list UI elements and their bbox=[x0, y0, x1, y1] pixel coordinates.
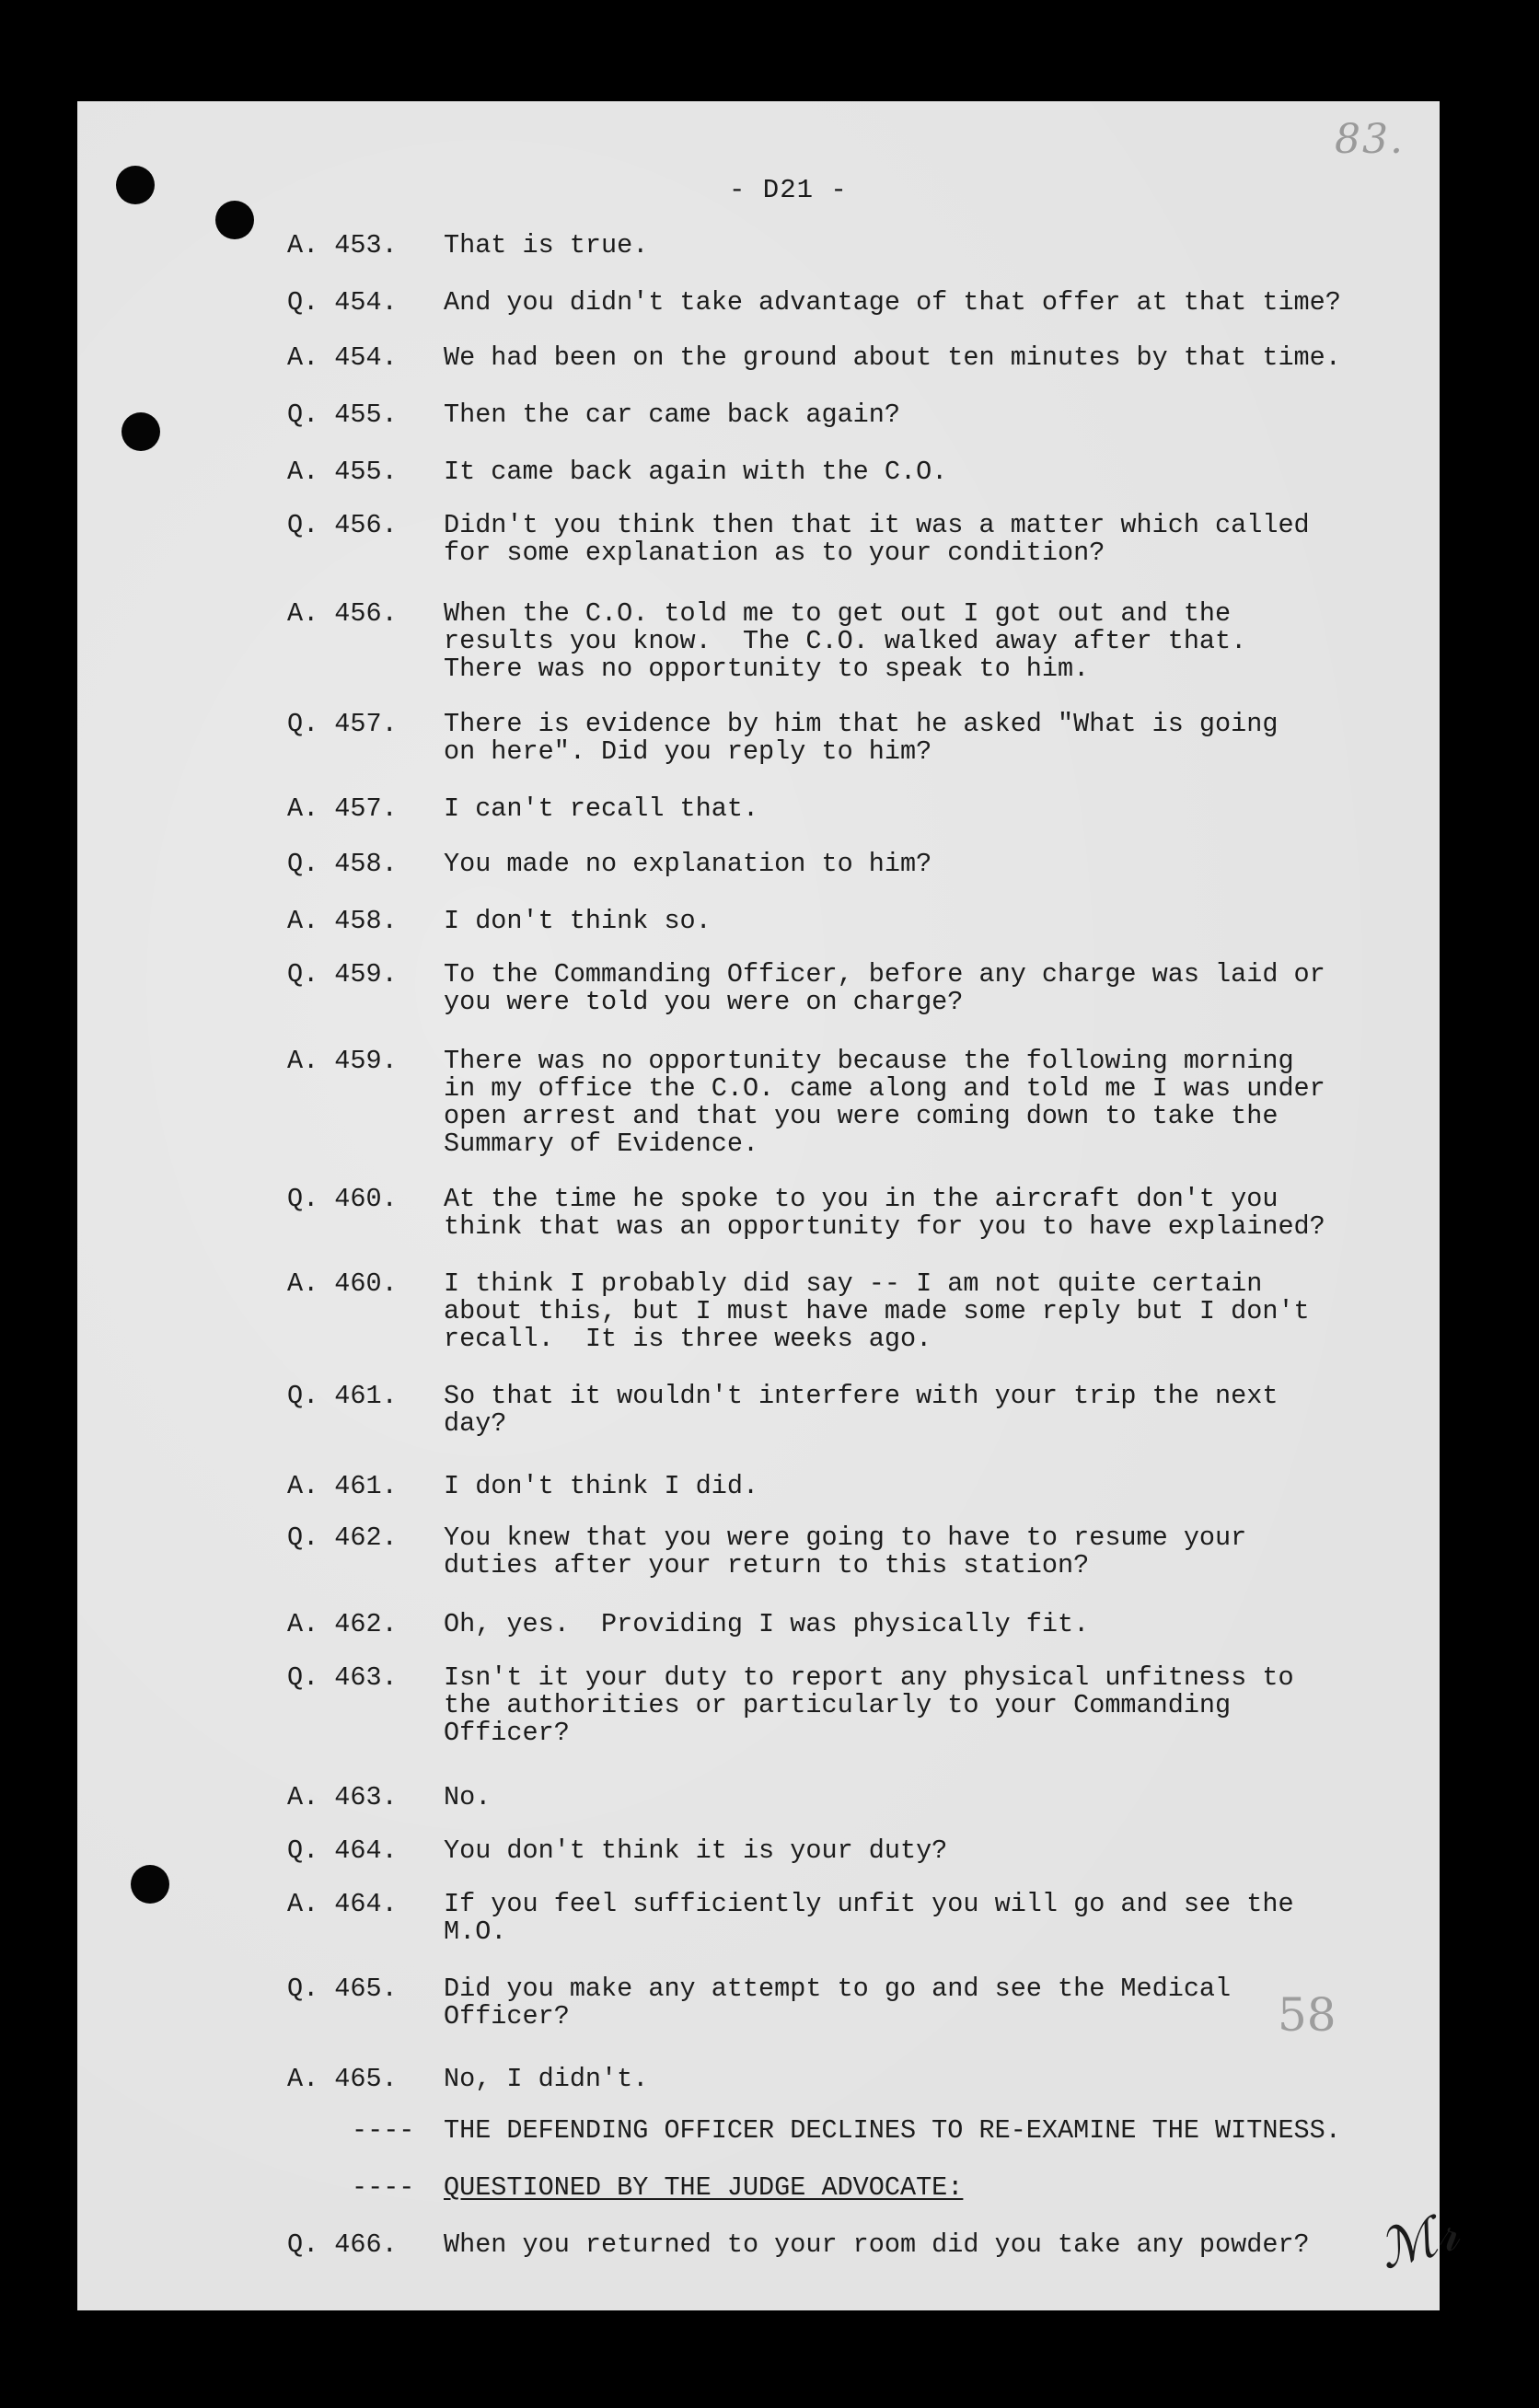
entry-line: results you know. The C.O. walked away after that. bbox=[444, 626, 1247, 656]
entry-line: Isn't it your duty to report any physical unfitness to bbox=[444, 1662, 1294, 1693]
entry-label: Q. 464. bbox=[287, 1835, 398, 1866]
entry-line: M.O. bbox=[444, 1916, 507, 1947]
entry-label: Q. 456. bbox=[287, 510, 398, 540]
entry-line: There is evidence by him that he asked "What is going bbox=[444, 709, 1279, 739]
stamp-number: 58 bbox=[1278, 1988, 1336, 2042]
entry-line: There was no opportunity to speak to him. bbox=[444, 654, 1090, 684]
entry-label: Q. 461. bbox=[287, 1381, 398, 1411]
entry-line: Didn't you think then that it was a matter which called bbox=[444, 510, 1310, 540]
entry-label: Q. 455. bbox=[287, 399, 398, 430]
entry-line: day? bbox=[444, 1408, 507, 1439]
entry-line: I think I probably did say -- I am not quite certain bbox=[444, 1268, 1263, 1299]
entry-line: So that it wouldn't interfere with your trip the next bbox=[444, 1381, 1279, 1411]
entry-label: A. 456. bbox=[287, 598, 398, 629]
entry-line: No, I didn't. bbox=[444, 2064, 649, 2094]
entry-line: At the time he spoke to you in the aircraft don't you bbox=[444, 1184, 1279, 1214]
entry-line: THE DEFENDING OFFICER DECLINES TO RE-EXAMINE THE WITNESS. bbox=[444, 2115, 1341, 2146]
punch-hole bbox=[116, 166, 155, 204]
entry-label: A. 460. bbox=[287, 1268, 398, 1299]
entry-line: I can't recall that. bbox=[444, 793, 759, 824]
entry-line: Then the car came back again? bbox=[444, 399, 900, 430]
entry-label: Q. 457. bbox=[287, 709, 398, 739]
entry-label: Q. 463. bbox=[287, 1662, 398, 1693]
entry-label: Q. 459. bbox=[287, 959, 398, 990]
entry-label: A. 454. bbox=[287, 342, 398, 373]
entry-line: No. bbox=[444, 1782, 492, 1812]
entry-line: Officer? bbox=[444, 1718, 570, 1748]
entry-line: There was no opportunity because the following morning bbox=[444, 1046, 1294, 1076]
entry-line: Officer? bbox=[444, 2001, 570, 2032]
punch-hole bbox=[131, 1865, 169, 1904]
entry-label: Q. 454. bbox=[287, 287, 398, 318]
entry-line: If you feel sufficiently unfit you will go and see the bbox=[444, 1889, 1294, 1919]
entry-line: in my office the C.O. came along and told me I was under bbox=[444, 1073, 1325, 1104]
entry-line: You knew that you were going to have to resume your bbox=[444, 1522, 1247, 1553]
page-header: - D21 - bbox=[729, 175, 848, 205]
entry-label: A. 455. bbox=[287, 457, 398, 487]
entry-label: A. 459. bbox=[287, 1046, 398, 1076]
entry-label: A. 465. bbox=[287, 2064, 398, 2094]
entry-line: recall. It is three weeks ago. bbox=[444, 1324, 932, 1354]
entry-line: That is true. bbox=[444, 230, 649, 260]
entry-line: the authorities or particularly to your Commanding bbox=[444, 1690, 1232, 1720]
entry-line: And you didn't take advantage of that offer at that time? bbox=[444, 287, 1341, 318]
entry-line: duties after your return to this station? bbox=[444, 1550, 1090, 1580]
entry-line: I don't think so. bbox=[444, 906, 712, 936]
handwritten-initials: ℳ𝓇 bbox=[1371, 2199, 1465, 2282]
entry-line: To the Commanding Officer, before any charge was laid or bbox=[444, 959, 1325, 990]
entry-line: you were told you were on charge? bbox=[444, 987, 964, 1017]
entry-line: open arrest and that you were coming down to take the bbox=[444, 1101, 1279, 1131]
entry-label: A. 457. bbox=[287, 793, 398, 824]
entry-label: ---- bbox=[352, 2115, 415, 2146]
entry-line: You made no explanation to him? bbox=[444, 849, 932, 879]
entry-label: A. 462. bbox=[287, 1609, 398, 1639]
entry-label: A. 458. bbox=[287, 906, 398, 936]
entry-line: I don't think I did. bbox=[444, 1471, 759, 1501]
punch-hole bbox=[122, 412, 160, 451]
page-number: 83. bbox=[1335, 116, 1405, 163]
entry-label: A. 461. bbox=[287, 1471, 398, 1501]
entry-line: Oh, yes. Providing I was physically fit. bbox=[444, 1609, 1090, 1639]
punch-hole bbox=[215, 201, 254, 239]
entry-label: Q. 462. bbox=[287, 1522, 398, 1553]
entry-line: Summary of Evidence. bbox=[444, 1129, 759, 1159]
entry-line: It came back again with the C.O. bbox=[444, 457, 948, 487]
entry-line: on here". Did you reply to him? bbox=[444, 736, 932, 767]
entry-line: When you returned to your room did you take any powder? bbox=[444, 2229, 1310, 2260]
entry-line: When the C.O. told me to get out I got out and the bbox=[444, 598, 1232, 629]
section-heading: QUESTIONED BY THE JUDGE ADVOCATE: bbox=[444, 2172, 964, 2203]
entry-label: A. 463. bbox=[287, 1782, 398, 1812]
entry-line: about this, but I must have made some reply but I don't bbox=[444, 1296, 1310, 1326]
entry-label: Q. 458. bbox=[287, 849, 398, 879]
entry-label: ---- bbox=[352, 2172, 415, 2203]
entry-label: A. 453. bbox=[287, 230, 398, 260]
entry-label: Q. 460. bbox=[287, 1184, 398, 1214]
entry-line: for some explanation as to your condition? bbox=[444, 538, 1105, 568]
entry-line: think that was an opportunity for you to have explained? bbox=[444, 1211, 1325, 1242]
entry-line: We had been on the ground about ten minutes by that time. bbox=[444, 342, 1341, 373]
entry-line: Did you make any attempt to go and see the Medical bbox=[444, 1974, 1232, 2004]
entry-label: A. 464. bbox=[287, 1889, 398, 1919]
entry-label: Q. 466. bbox=[287, 2229, 398, 2260]
entry-label: Q. 465. bbox=[287, 1974, 398, 2004]
entry-line: You don't think it is your duty? bbox=[444, 1835, 948, 1866]
